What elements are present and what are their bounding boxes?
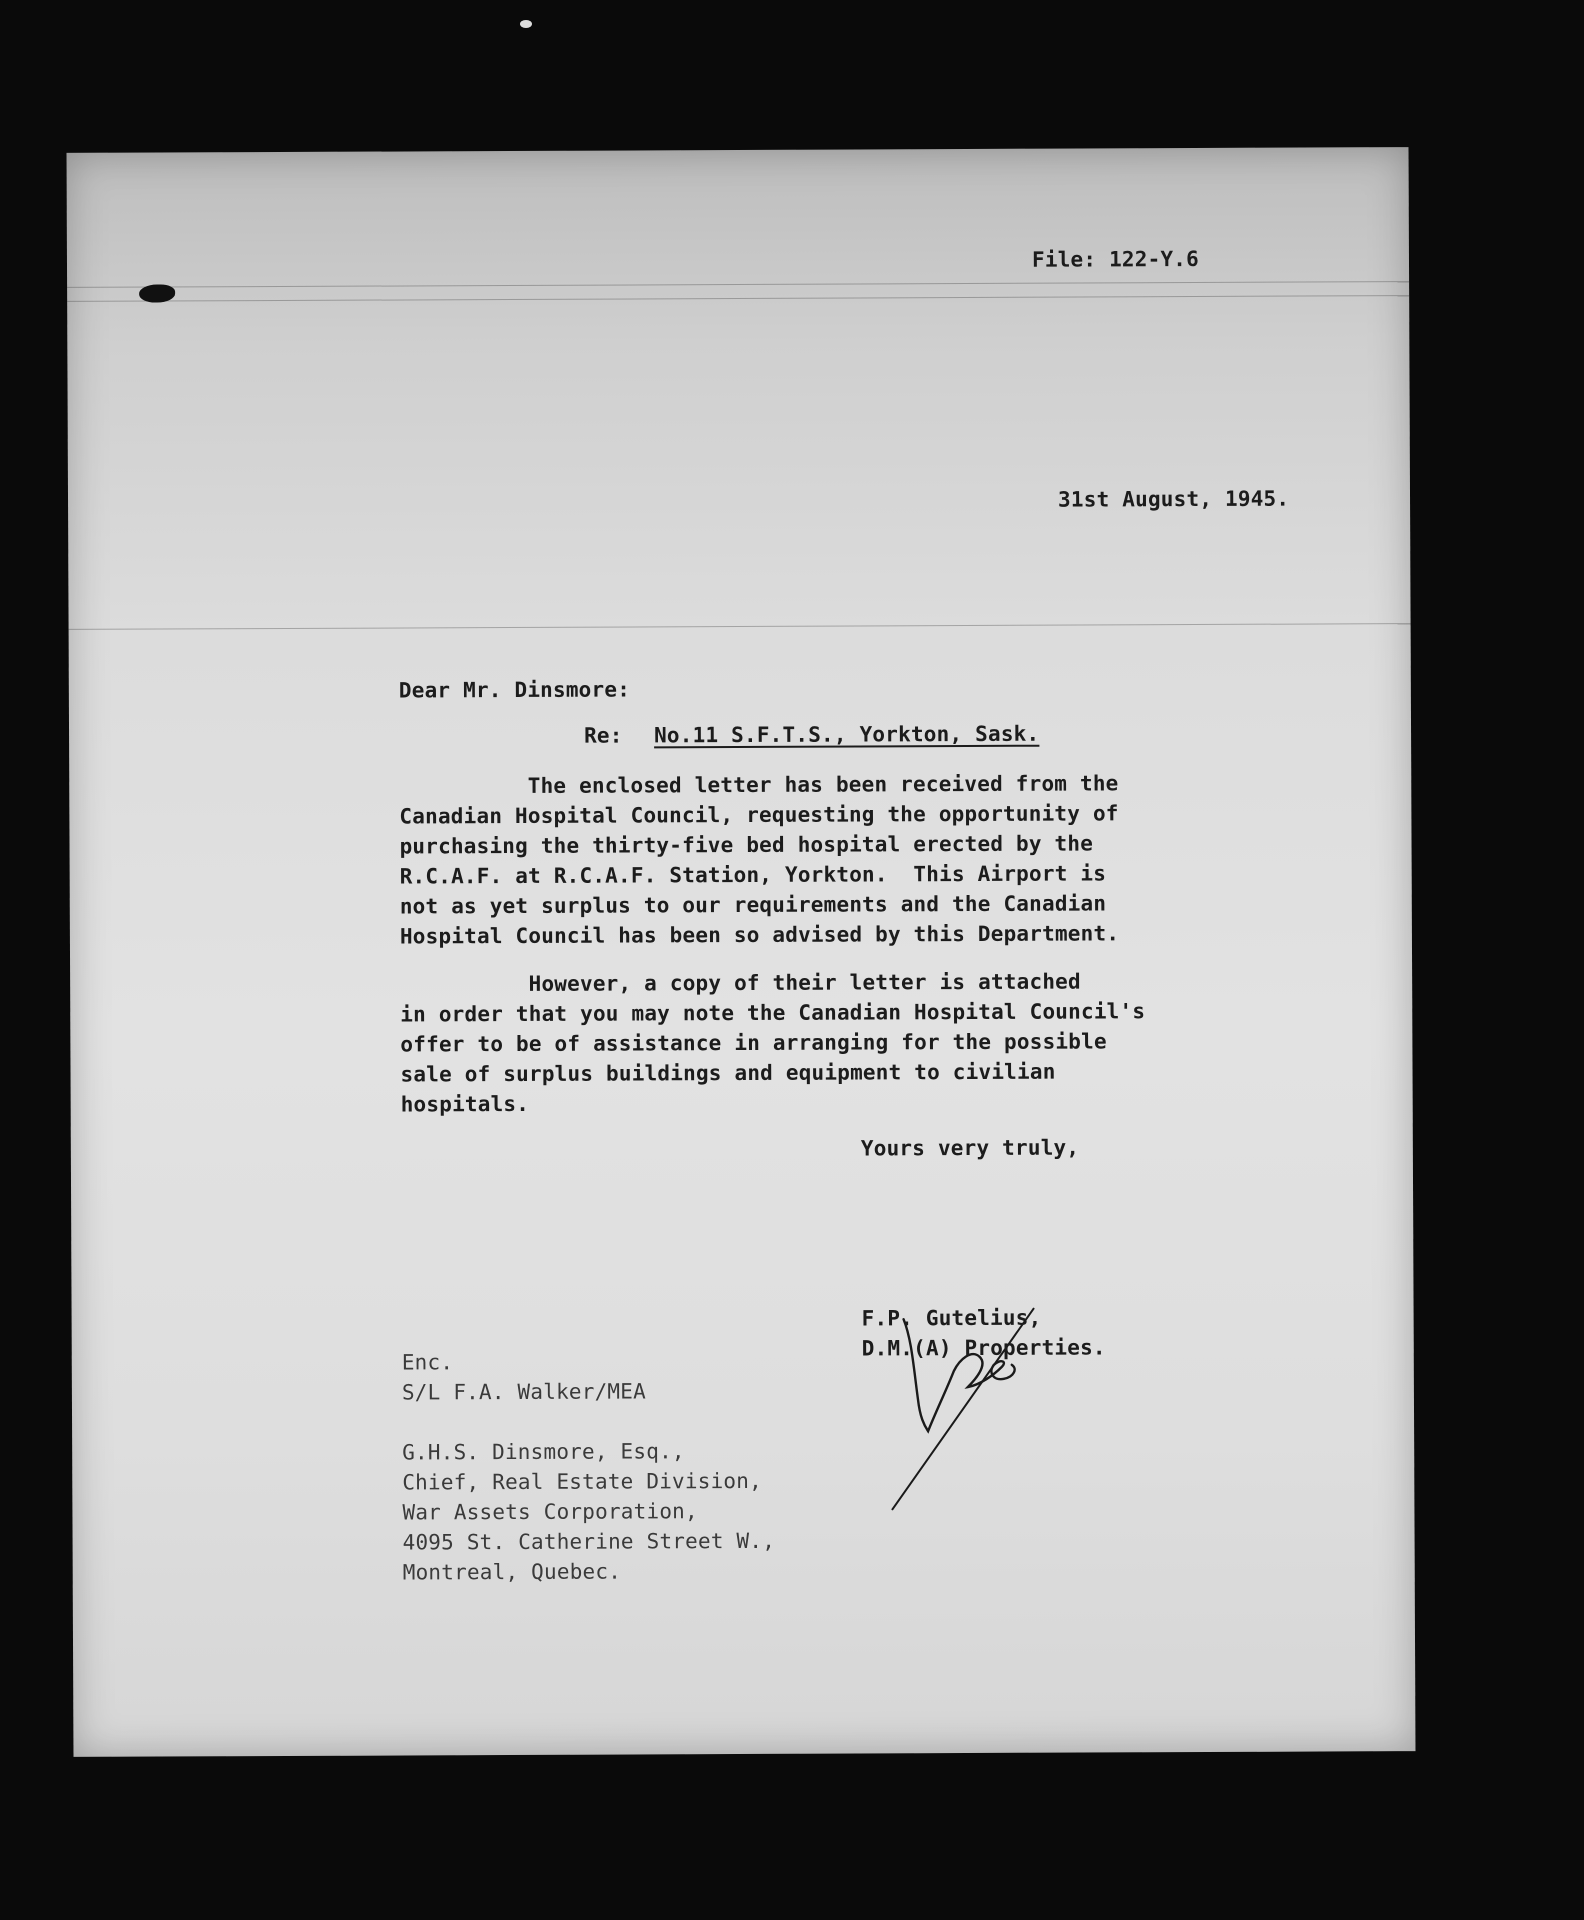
paragraph-line: R.C.A.F. at R.C.A.F. Station, Yorkton. This Airport is [399, 861, 1107, 889]
paragraph-line: offer to be of assistance in arranging for the possible [400, 1029, 1107, 1057]
film-speck [520, 20, 532, 28]
address-line: Montreal, Quebec. [402, 1559, 622, 1585]
signatory-name: F.P. Gutelius, [861, 1305, 1042, 1331]
paragraph-line: hospitals. [400, 1091, 530, 1117]
ruled-line [69, 623, 1411, 630]
ruled-line [67, 295, 1409, 302]
address-line: Chief, Real Estate Division, [402, 1468, 762, 1495]
signatory-title: D.M.(A) Properties. [861, 1335, 1106, 1361]
letter-page [67, 147, 1416, 1757]
address-line: War Assets Corporation, [402, 1499, 698, 1525]
ink-blot [139, 284, 175, 302]
paragraph-line: sale of surplus buildings and equipment to civilian [400, 1059, 1056, 1087]
salutation: Dear Mr. Dinsmore: [398, 677, 631, 703]
paragraph-line: Canadian Hospital Council, requesting the opportunity of [399, 801, 1119, 829]
re-label: Re: [584, 723, 623, 748]
ruled-line [67, 281, 1409, 288]
paragraph-line: Hospital Council has been so advised by this Department. [399, 921, 1120, 949]
paragraph-line: However, a copy of their letter is attached [400, 969, 1081, 997]
paragraph-line: The enclosed letter has been received from the [399, 771, 1119, 799]
file-reference: File: 122-Y.6 [1031, 246, 1200, 272]
reference-initials: S/L F.A. Walker/MEA [401, 1379, 646, 1405]
address-line: G.H.S. Dinsmore, Esq., [402, 1439, 685, 1465]
letter-date: 31st August, 1945. [1057, 486, 1290, 512]
paragraph-line: purchasing the thirty-five bed hospital erected by the [399, 831, 1094, 859]
closing: Yours very truly, [860, 1135, 1080, 1161]
enclosure-note: Enc. [401, 1350, 454, 1375]
re-subject: No.11 S.F.T.S., Yorkton, Sask. [654, 721, 1040, 748]
paragraph-line: in order that you may note the Canadian Hospital Council's [400, 999, 1146, 1027]
paragraph-line: not as yet surplus to our requirements and the Canadian [399, 891, 1107, 919]
address-line: 4095 St. Catherine Street W., [402, 1528, 776, 1555]
